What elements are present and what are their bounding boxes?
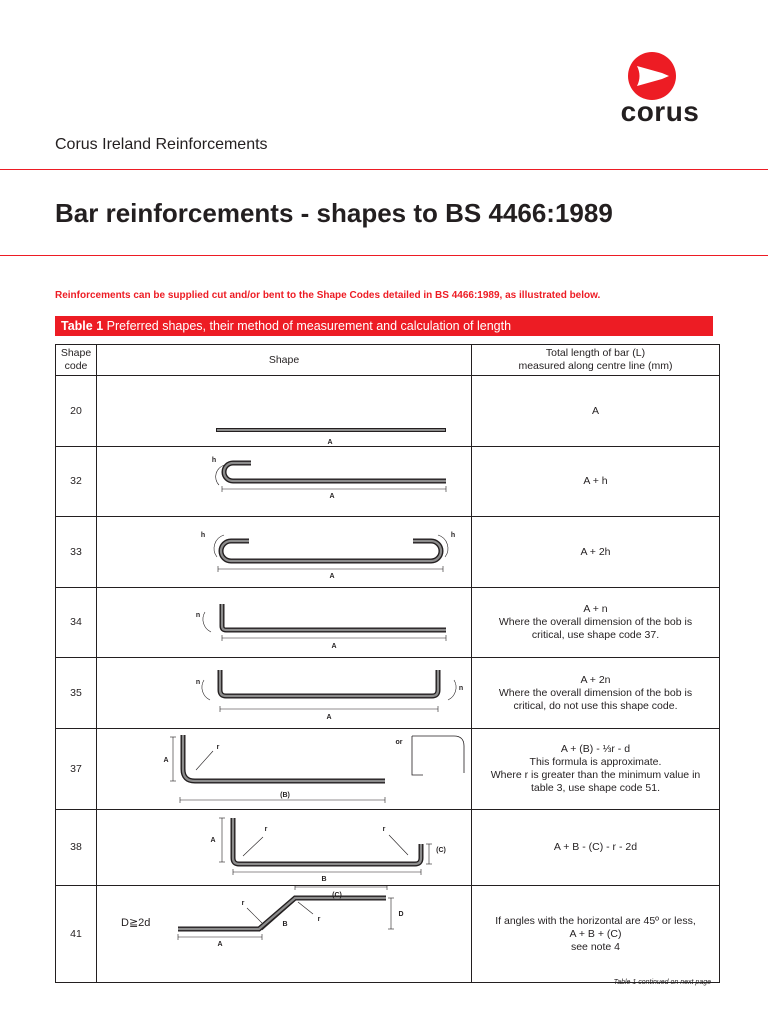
shape-code: 37 [56,729,97,810]
svg-text:h: h [200,532,206,539]
shape-code: 32 [56,447,97,517]
table-row [56,810,720,886]
svg-text:n: n [195,679,201,686]
table-header-row [56,345,720,376]
table-label: Table 1 [61,319,104,333]
shape-41-top-label [97,887,471,901]
length-formula: A + 2h [472,517,720,588]
header-shape: Shape [97,345,472,376]
svg-text:A: A [217,941,223,948]
shape-diagram [97,588,472,658]
svg-text:(C): (C) [436,847,446,854]
svg-text:A: A [326,714,332,721]
intro-text: Reinforcements can be supplied cut and/or bent to the Shape Codes detailed in BS 4466:1989, as illustrated below. [55,290,601,301]
svg-text:or: or [395,739,403,746]
shape-diagram [97,886,472,983]
divider [0,169,768,170]
table-row [56,447,720,517]
table-row [56,886,720,983]
company-name: Corus Ireland Reinforcements [55,136,268,153]
shape-33-diagram [101,517,475,587]
length-formula: A [472,376,720,447]
shape-code: 34 [56,588,97,658]
table-row [56,376,720,447]
shape-diagram [97,810,472,886]
table-row [56,729,720,810]
table-row [56,588,720,658]
shape-37-diagram [101,729,475,809]
shape-diagram [97,658,472,729]
table-row [56,658,720,729]
shape-32-diagram [101,447,475,516]
table-footnote: Table 1 continued on next page [613,979,711,986]
shape-diagram [97,447,472,517]
length-formula: A + B - (C) - r - 2d [472,810,720,886]
shape-diagram [97,729,472,810]
shape-38-diagram [101,810,475,885]
shape-20-diagram [101,376,475,446]
corus-logo [600,52,720,127]
shape-code: 41 [56,886,97,983]
shape-code: 38 [56,810,97,886]
svg-text:(B): (B) [280,792,290,799]
svg-text:D: D [398,911,404,918]
svg-text:D≧2d: D≧2d [121,917,151,929]
svg-text:A: A [327,439,333,446]
length-formula: If angles with the horizontal are 45º or less, A + B + (C) see note 4 [472,886,720,983]
corus-logo-mark [628,52,676,100]
svg-text:A: A [329,493,335,500]
svg-text:r: r [241,900,245,907]
svg-text:A: A [331,643,337,650]
header-length: Total length of bar (L) measured along centre line (mm) [472,345,720,376]
svg-text:n: n [195,612,201,619]
length-formula: A + h [472,447,720,517]
table-title: Preferred shapes, their method of measurement and calculation of length [106,319,512,333]
svg-text:A: A [210,837,216,844]
svg-text:r: r [317,916,321,923]
length-formula: A + 2n Where the overall dimension of the bob is critical, do not use this shape code. [472,658,720,729]
svg-text:A: A [329,573,335,580]
shape-code: 33 [56,517,97,588]
length-formula: A + n Where the overall dimension of the bob is critical, use shape code 37. [472,588,720,658]
length-formula: A + (B) - ⅓r - d This formula is approximate. Where r is greater than the minimum value in table 3, use shape code 51. [472,729,720,810]
divider [0,255,768,256]
svg-text:(C): (C) [332,892,342,899]
table-caption [55,316,713,336]
shape-diagram [97,376,472,447]
shape-34-diagram [101,588,475,657]
shape-diagram [97,517,472,588]
shape-code: 20 [56,376,97,447]
svg-text:h: h [450,532,456,539]
svg-text:B: B [321,876,327,883]
svg-text:A: A [163,757,169,764]
table-row [56,517,720,588]
shape-code: 35 [56,658,97,729]
header-shape-code: Shape code [56,345,97,376]
svg-text:h: h [211,457,217,464]
svg-text:n: n [458,685,464,692]
svg-text:r: r [264,826,268,833]
shape-35-diagram [101,658,475,728]
svg-text:B: B [282,921,288,928]
svg-text:r: r [216,744,220,751]
logo-wordmark: corus [620,96,700,127]
svg-text:r: r [382,826,386,833]
shapes-table [55,344,720,983]
page-title: Bar reinforcements - shapes to BS 4466:1989 [55,198,613,228]
